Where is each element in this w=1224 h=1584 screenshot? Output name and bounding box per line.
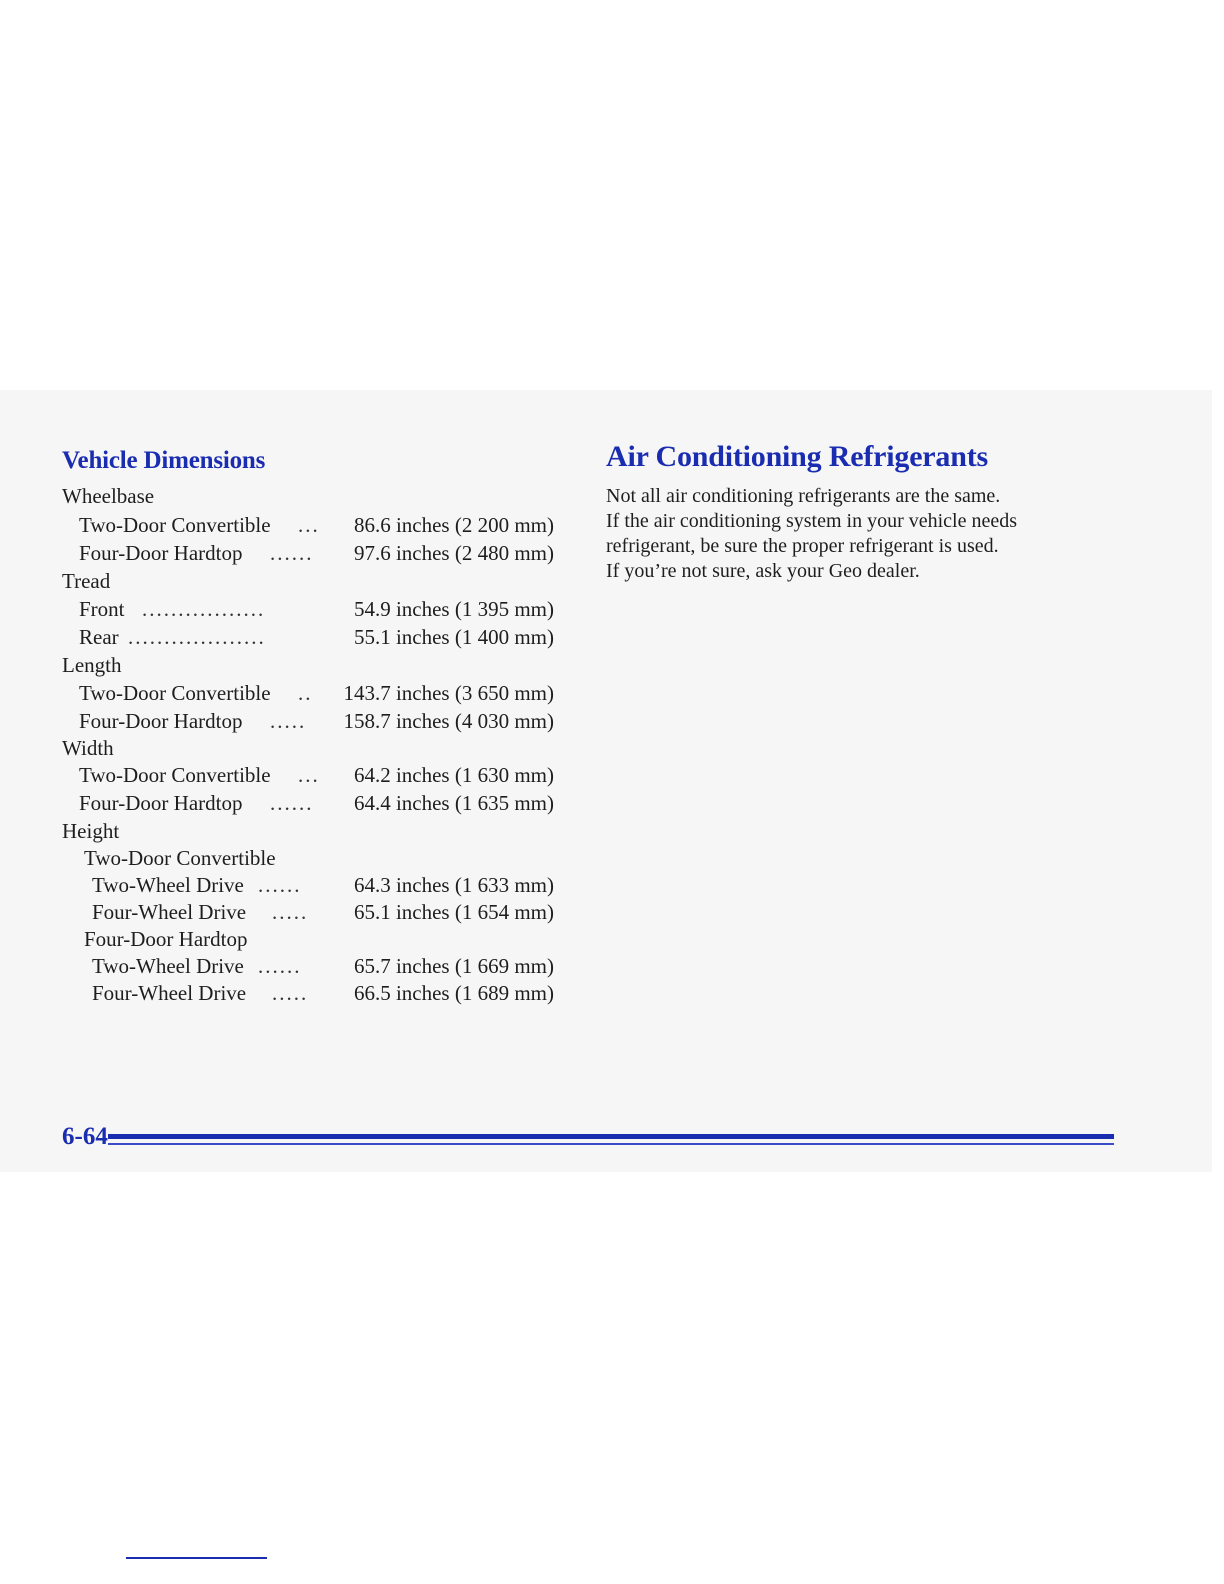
footer-rule-thick bbox=[108, 1134, 1114, 1139]
footer-rule-thin bbox=[108, 1143, 1114, 1145]
paragraph-line: Not all air conditioning refrigerants are the same. bbox=[606, 485, 1001, 507]
leader-dots: ...... bbox=[270, 541, 314, 565]
category-label: Length bbox=[62, 653, 122, 677]
row-label: Two-Wheel Drive bbox=[92, 954, 244, 978]
row-value: 64.2 inches (1 630 mm) bbox=[353, 763, 554, 787]
dimension-row bbox=[62, 707, 554, 735]
row-value: 143.7 inches (3 650 mm) bbox=[343, 681, 554, 705]
row-value: 55.1 inches (1 400 mm) bbox=[353, 625, 554, 649]
subcategory-label: Four-Door Hardtop bbox=[84, 927, 248, 951]
dimension-row bbox=[62, 511, 554, 539]
row-label: Two-Door Convertible bbox=[79, 681, 271, 705]
dimension-category bbox=[62, 651, 554, 679]
row-label: Four-Door Hardtop bbox=[79, 541, 243, 565]
dimension-row bbox=[62, 595, 554, 623]
leader-dots: ... bbox=[298, 763, 320, 787]
row-value: 66.5 inches (1 689 mm) bbox=[353, 981, 554, 1005]
row-label: Rear bbox=[79, 625, 119, 649]
leader-dots: ... bbox=[298, 513, 320, 537]
dimension-row bbox=[62, 679, 554, 707]
bottom-divider bbox=[126, 1557, 267, 1559]
category-label: Width bbox=[62, 736, 114, 760]
dimension-category bbox=[62, 734, 554, 762]
row-value: 65.1 inches (1 654 mm) bbox=[353, 900, 554, 924]
row-label: Two-Door Convertible bbox=[79, 763, 271, 787]
row-value: 64.3 inches (1 633 mm) bbox=[353, 873, 554, 897]
page-number: 6-64 bbox=[62, 1123, 108, 1150]
row-value: 64.4 inches (1 635 mm) bbox=[353, 791, 554, 815]
leader-dots: ..... bbox=[272, 981, 309, 1005]
leader-dots: .. bbox=[298, 681, 313, 705]
dimension-subcategory bbox=[62, 925, 554, 953]
row-value: 54.9 inches (1 395 mm) bbox=[353, 597, 554, 621]
row-value: 158.7 inches (4 030 mm) bbox=[343, 709, 554, 733]
category-label: Wheelbase bbox=[62, 484, 155, 508]
leader-dots: ...... bbox=[258, 873, 302, 897]
dimension-category bbox=[62, 567, 554, 595]
row-label: Two-Wheel Drive bbox=[92, 873, 244, 897]
row-label: Front bbox=[79, 597, 125, 621]
air-conditioning-title: Air Conditioning Refrigerants bbox=[606, 440, 988, 473]
dimension-row bbox=[62, 871, 554, 899]
dimension-category bbox=[62, 482, 554, 510]
dimension-row bbox=[62, 761, 554, 789]
leader-dots: ...... bbox=[258, 954, 302, 978]
dimension-row bbox=[62, 952, 554, 980]
row-value: 97.6 inches (2 480 mm) bbox=[353, 541, 554, 565]
category-label: Tread bbox=[62, 569, 111, 593]
dimension-subcategory bbox=[62, 844, 554, 872]
leader-dots: ..... bbox=[270, 709, 307, 733]
dimension-row bbox=[62, 539, 554, 567]
paragraph-line: If the air conditioning system in your vehicle needs bbox=[606, 510, 1018, 532]
row-label: Four-Door Hardtop bbox=[79, 709, 243, 733]
row-value: 86.6 inches (2 200 mm) bbox=[353, 513, 554, 537]
row-label: Four-Wheel Drive bbox=[92, 981, 247, 1005]
air-conditioning-paragraph bbox=[606, 484, 1086, 584]
vehicle-dimensions-title: Vehicle Dimensions bbox=[62, 447, 266, 474]
leader-dots: ...... bbox=[270, 791, 314, 815]
dimension-category bbox=[62, 817, 554, 845]
row-value: 65.7 inches (1 669 mm) bbox=[353, 954, 554, 978]
dimension-row bbox=[62, 789, 554, 817]
leader-dots: ................... bbox=[128, 625, 266, 649]
dimension-row bbox=[62, 979, 554, 1007]
paragraph-line: If you’re not sure, ask your Geo dealer. bbox=[606, 560, 920, 582]
leader-dots: ................. bbox=[142, 597, 266, 621]
paragraph-line: refrigerant, be sure the proper refrigerant is used. bbox=[606, 535, 999, 557]
row-label: Two-Door Convertible bbox=[79, 513, 271, 537]
row-label: Four-Wheel Drive bbox=[92, 900, 247, 924]
leader-dots: ..... bbox=[272, 900, 309, 924]
row-label: Four-Door Hardtop bbox=[79, 791, 243, 815]
category-label: Height bbox=[62, 819, 120, 843]
dimension-row bbox=[62, 898, 554, 926]
dimension-row bbox=[62, 623, 554, 651]
subcategory-label: Two-Door Convertible bbox=[84, 846, 276, 870]
